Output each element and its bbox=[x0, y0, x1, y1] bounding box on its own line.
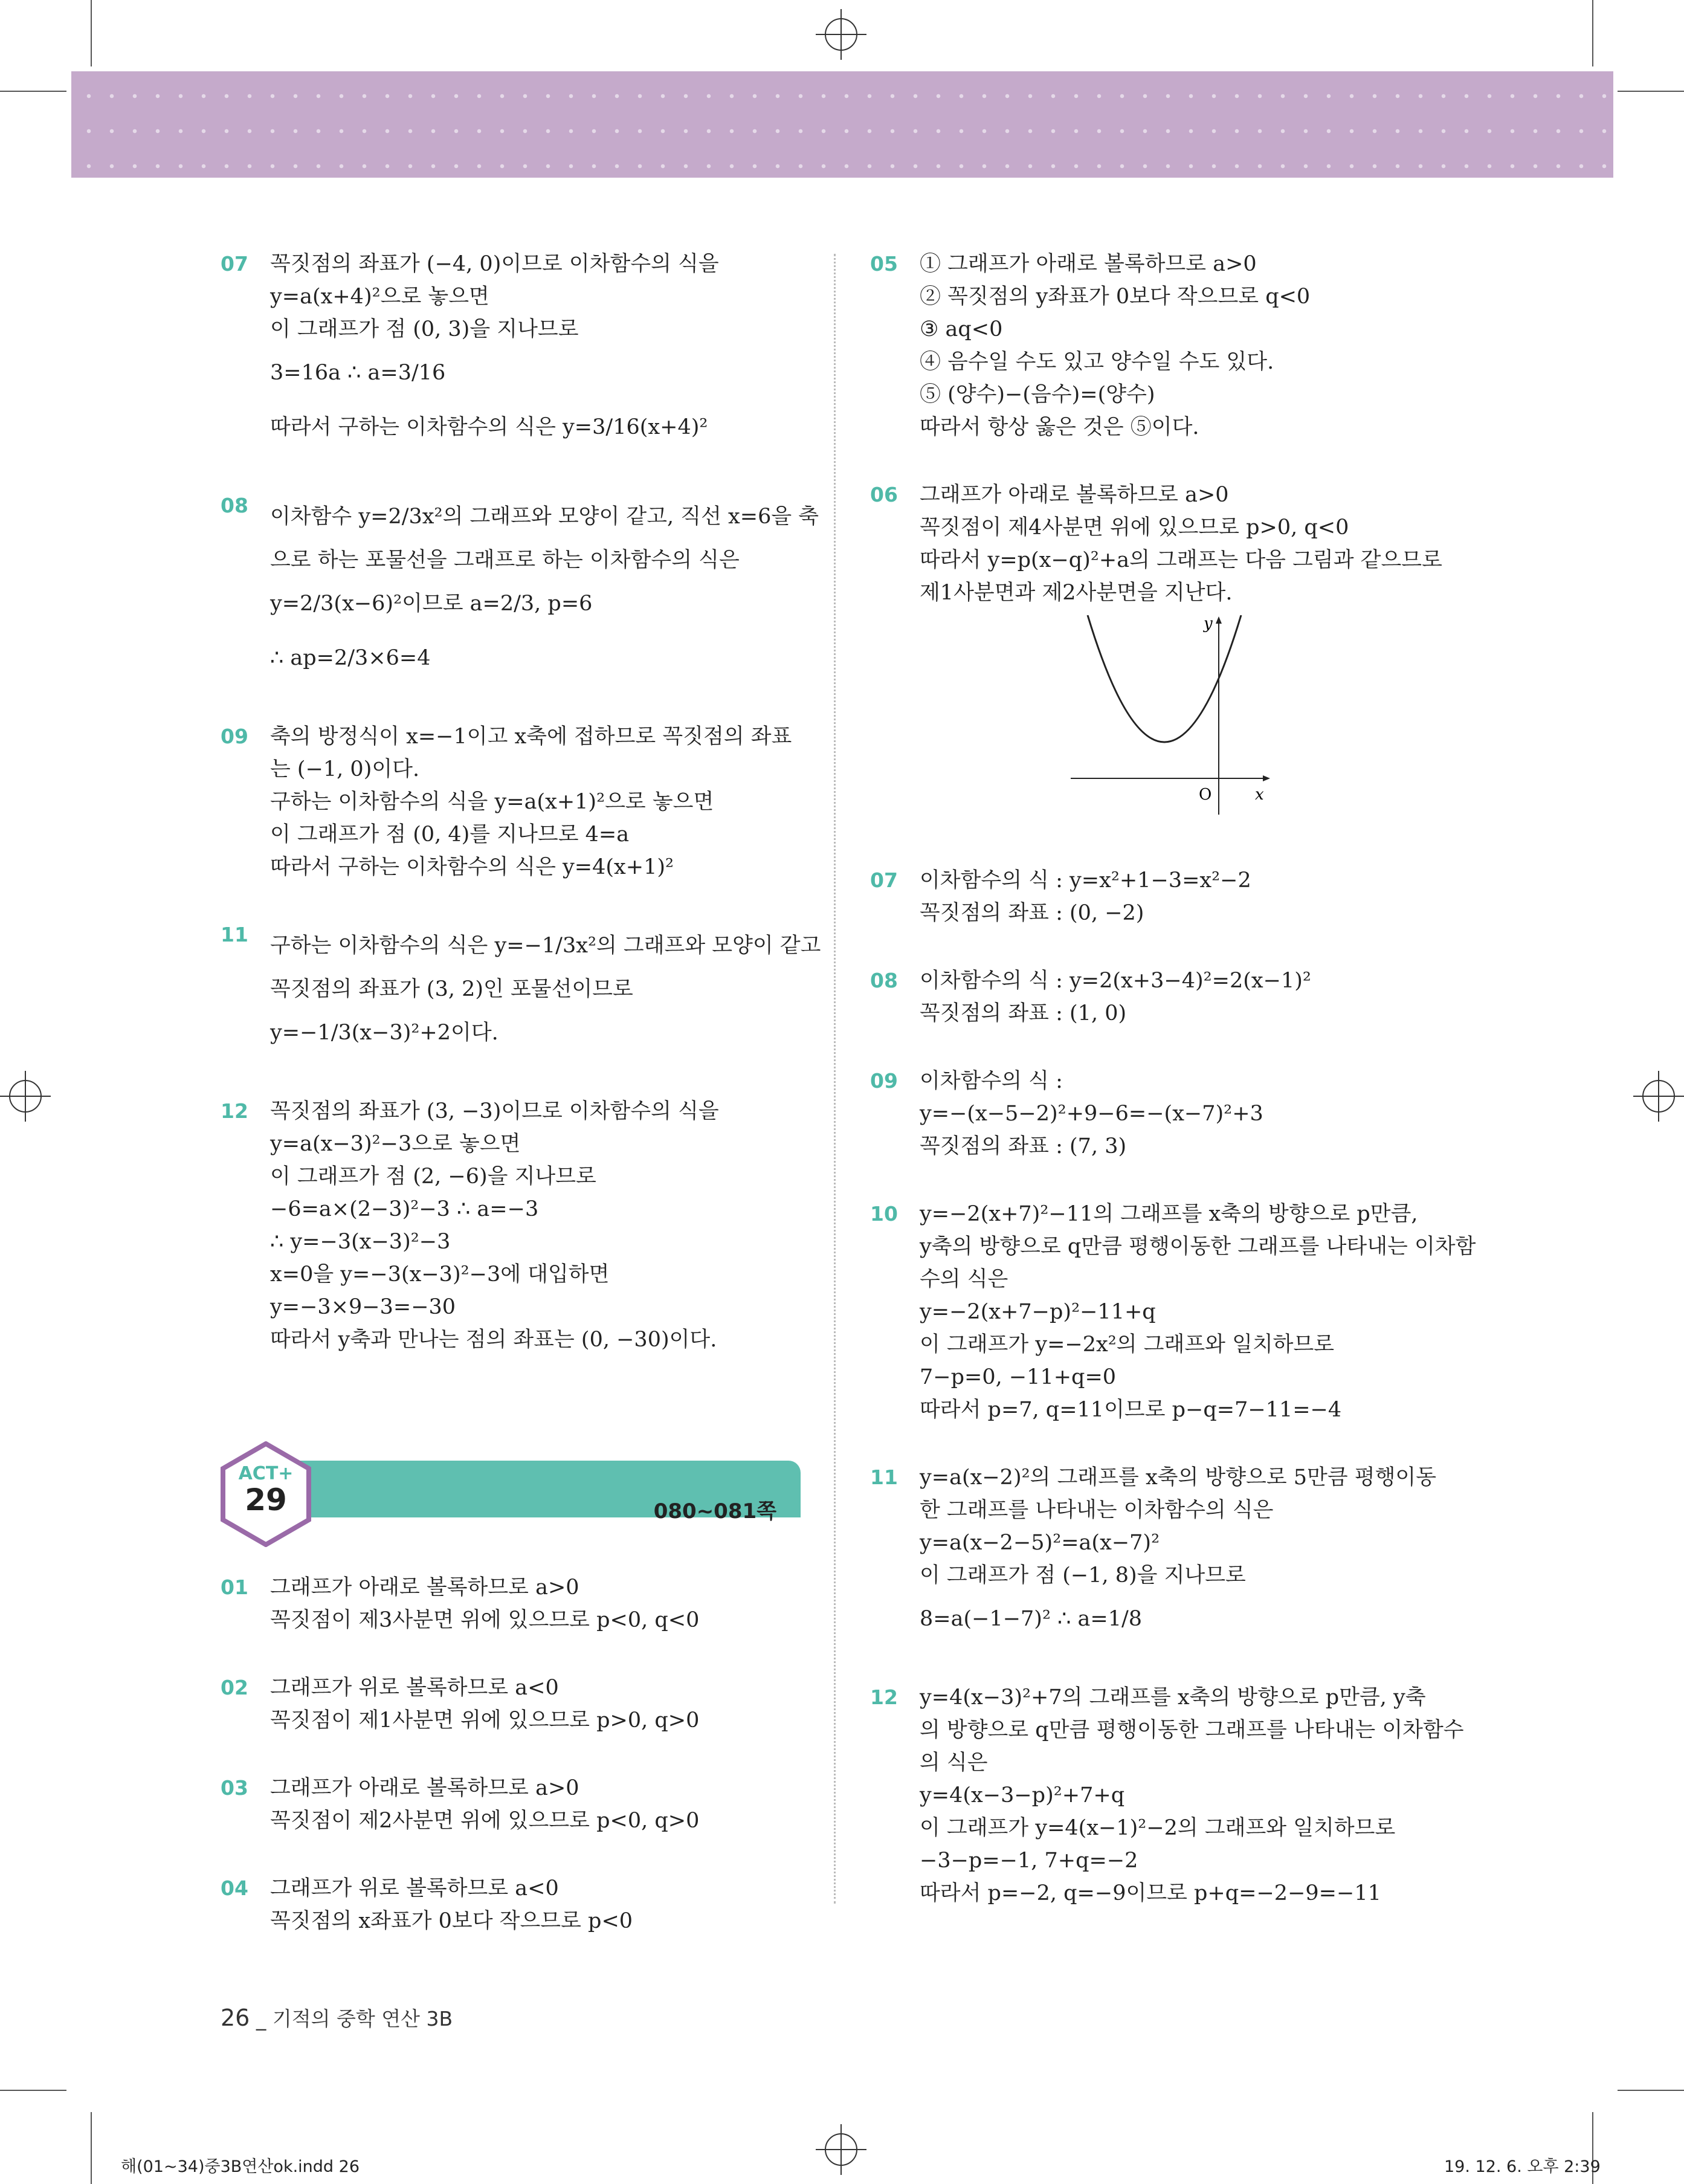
solution-line: 한 그래프를 나타내는 이차함수의 식은 bbox=[920, 1498, 1274, 1522]
solution-line: 그래프가 아래로 볼록하므로 a>0 bbox=[270, 1575, 579, 1600]
crop-mark bbox=[0, 91, 66, 92]
problem-number: 12 bbox=[221, 1099, 248, 1123]
solution-05 bbox=[870, 248, 1450, 444]
solution-line: 축의 방정식이 x=−1이고 x축에 접하므로 꼭짓점의 좌표 bbox=[270, 725, 792, 749]
print-slug-date: 19. 12. 6. 오후 2:39 bbox=[1444, 2157, 1601, 2176]
solution-line: 꼭짓점의 좌표가 (3, 2)인 포물선이므로 bbox=[270, 977, 633, 1001]
crop-mark bbox=[0, 2090, 66, 2091]
act-item-03 bbox=[221, 1772, 801, 1837]
problem-number: 06 bbox=[870, 483, 898, 506]
solution-line: y축의 방향으로 q만큼 평행이동한 그래프를 나타내는 이차함 bbox=[920, 1235, 1476, 1259]
page-footer bbox=[221, 2003, 453, 2032]
act-bar bbox=[281, 1461, 801, 1523]
solution-line: y=a(x+4)²으로 놓으면 bbox=[270, 285, 489, 309]
solution-line: 의 식은 bbox=[920, 1751, 988, 1775]
solution-line: 꼭짓점이 제2사분면 위에 있으므로 p<0, q>0 bbox=[270, 1809, 700, 1833]
solution-line: y=a(x−2−5)²=a(x−7)² bbox=[920, 1531, 1160, 1555]
crop-mark bbox=[1592, 0, 1593, 66]
problem-number: 03 bbox=[221, 1776, 248, 1800]
crop-mark bbox=[1618, 91, 1684, 92]
x-axis-arrow bbox=[1263, 775, 1270, 781]
solution-08 bbox=[221, 489, 819, 685]
solution-line: 꼭짓점의 좌표 : (0, −2) bbox=[920, 901, 1144, 925]
solution-line: 구하는 이차함수의 식은 y=−1/3x²의 그래프와 모양이 같고 bbox=[270, 934, 821, 958]
problem-number: 05 bbox=[870, 252, 898, 276]
solution-line: −6=a×(2−3)²−3 ∴ a=−3 bbox=[270, 1197, 539, 1221]
solution-line: 따라서 p=7, q=11이므로 p−q=7−11=−4 bbox=[920, 1398, 1342, 1422]
registration-mark-icon bbox=[816, 2124, 866, 2175]
solution-line: y=4(x−3)²+7의 그래프를 x축의 방향으로 p만큼, y축 bbox=[920, 1685, 1426, 1710]
book-title: 기적의 중학 연산 3B bbox=[272, 2007, 453, 2031]
parabola-graph bbox=[1071, 615, 1276, 815]
solution-line: 꼭짓점이 제3사분면 위에 있으므로 p<0, q<0 bbox=[270, 1608, 700, 1632]
act-item-01 bbox=[221, 1571, 801, 1636]
solution-line: 그래프가 아래로 볼록하므로 a>0 bbox=[270, 1776, 579, 1800]
solution-line: 꼭짓점이 제4사분면 위에 있으므로 p>0, q<0 bbox=[920, 515, 1349, 540]
solution-line: −3−p=−1, 7+q=−2 bbox=[920, 1849, 1138, 1873]
solution-line: 따라서 p=−2, q=−9이므로 p+q=−2−9=−11 bbox=[920, 1881, 1381, 1905]
solution-12-right bbox=[870, 1681, 1464, 1910]
solution-line: 꼭짓점의 좌표 : (7, 3) bbox=[920, 1134, 1127, 1158]
solution-line: 따라서 y=p(x−q)²+a의 그래프는 다음 그림과 같으므로 bbox=[920, 548, 1442, 572]
crop-mark bbox=[91, 0, 92, 66]
print-slug-file: 해(01~34)중3B연산ok.indd 26 bbox=[121, 2157, 360, 2176]
solution-line: 이 그래프가 y=−2x²의 그래프와 일치하므로 bbox=[920, 1333, 1335, 1357]
problem-number: 01 bbox=[221, 1575, 248, 1599]
solution-line: 따라서 y축과 만나는 점의 좌표는 (0, −30)이다. bbox=[270, 1328, 717, 1352]
solution-line: 이 그래프가 점 (0, 4)를 지나므로 4=a bbox=[270, 822, 630, 847]
solution-line: x=0을 y=−3(x−3)²−3에 대입하면 bbox=[270, 1262, 610, 1287]
solution-line: ∴ ap=2/3×6=4 bbox=[270, 646, 431, 670]
solution-line: 꼭짓점의 좌표 : (1, 0) bbox=[920, 1001, 1127, 1026]
solution-line: 따라서 구하는 이차함수의 식은 y=4(x+1)² bbox=[270, 855, 674, 879]
solution-line: 으로 하는 포물선을 그래프로 하는 이차함수의 식은 bbox=[270, 548, 740, 572]
solution-line: y=a(x−3)²−3으로 놓으면 bbox=[270, 1132, 521, 1156]
solution-line: ④ 음수일 수도 있고 양수일 수도 있다. bbox=[920, 350, 1274, 374]
solution-line: 꼭짓점의 x좌표가 0보다 작으므로 p<0 bbox=[270, 1909, 633, 1933]
solution-line: 구하는 이차함수의 식을 y=a(x+1)²으로 놓으면 bbox=[270, 790, 714, 814]
solution-09-right bbox=[870, 1065, 1450, 1163]
solution-line: 그래프가 아래로 볼록하므로 a>0 bbox=[920, 483, 1229, 507]
solution-line: 이 그래프가 점 (0, 3)을 지나므로 bbox=[270, 317, 579, 341]
solution-line: 그래프가 위로 볼록하므로 a<0 bbox=[270, 1876, 559, 1901]
problem-number: 02 bbox=[221, 1676, 248, 1699]
problem-number: 04 bbox=[221, 1876, 248, 1900]
act-number: 29 bbox=[245, 1482, 287, 1517]
solution-line: ⑤ (양수)−(음수)=(양수) bbox=[920, 383, 1155, 407]
problem-number: 07 bbox=[870, 868, 898, 892]
problem-number: 09 bbox=[870, 1069, 898, 1093]
solution-06 bbox=[870, 479, 1450, 829]
solution-07-right bbox=[870, 864, 1450, 929]
solution-07 bbox=[221, 248, 801, 454]
solution-line: 8=a(−1−7)² ∴ a=1/8 bbox=[920, 1607, 1143, 1631]
solution-line: ① 그래프가 아래로 볼록하므로 a>0 bbox=[920, 252, 1257, 276]
solution-line: 이차함수 y=2/3x²의 그래프와 모양이 같고, 직선 x=6을 축 bbox=[270, 505, 819, 529]
problem-number: 11 bbox=[221, 923, 248, 946]
solution-line: 제1사분면과 제2사분면을 지난다. bbox=[920, 581, 1233, 605]
act-section-header bbox=[221, 1441, 801, 1547]
solution-11 bbox=[221, 919, 821, 1060]
solution-line: 는 (−1, 0)이다. bbox=[270, 757, 420, 781]
solution-line: 그래프가 위로 볼록하므로 a<0 bbox=[270, 1676, 559, 1700]
act-item-02 bbox=[221, 1672, 801, 1737]
solution-line: 꼭짓점이 제1사분면 위에 있으므로 p>0, q>0 bbox=[270, 1708, 700, 1733]
solution-line: 꼭짓점의 좌표가 (3, −3)이므로 이차함수의 식을 bbox=[270, 1099, 719, 1123]
solution-line: ② 꼭짓점의 y좌표가 0보다 작으므로 q<0 bbox=[920, 285, 1311, 309]
solution-line: 이 그래프가 점 (−1, 8)을 지나므로 bbox=[920, 1563, 1246, 1588]
act-items-column bbox=[221, 1571, 801, 1972]
left-column bbox=[221, 248, 821, 1391]
solution-line: 이차함수의 식 : bbox=[920, 1069, 1063, 1093]
column-divider bbox=[834, 254, 836, 1904]
solution-line: y=−1/3(x−3)²+2이다. bbox=[270, 1021, 498, 1045]
y-axis-label: y bbox=[1204, 615, 1213, 633]
problem-number: 11 bbox=[870, 1465, 898, 1489]
solution-line: y=4(x−3−p)²+7+q bbox=[920, 1783, 1125, 1808]
solution-line: 따라서 항상 옳은 것은 ⑤이다. bbox=[920, 415, 1199, 439]
solution-line: 이차함수의 식 : y=x²+1−3=x²−2 bbox=[920, 868, 1251, 893]
registration-mark-icon bbox=[0, 1071, 51, 1122]
solution-line: y=−2(x+7)²−11의 그래프를 x축의 방향으로 p만큼, bbox=[920, 1202, 1418, 1226]
problem-number: 12 bbox=[870, 1685, 898, 1709]
act-label: ACT+ bbox=[238, 1463, 294, 1484]
act-item-04 bbox=[221, 1872, 801, 1937]
solution-line: y=−3×9−3=−30 bbox=[270, 1295, 456, 1319]
page-number: 26 bbox=[221, 2005, 250, 2031]
solution-11-right bbox=[870, 1461, 1450, 1646]
solution-line: 따라서 구하는 이차함수의 식은 y=3/16(x+4)² bbox=[270, 415, 708, 439]
solution-line: 이 그래프가 점 (2, −6)을 지나므로 bbox=[270, 1165, 596, 1189]
y-axis-arrow bbox=[1216, 616, 1222, 624]
footer-separator: _ bbox=[256, 2007, 266, 2031]
header-banner bbox=[71, 71, 1613, 178]
solution-08-right bbox=[870, 964, 1450, 1030]
problem-number: 07 bbox=[221, 252, 248, 276]
solution-09 bbox=[221, 720, 801, 884]
solution-line: ∴ y=−3(x−3)²−3 bbox=[270, 1230, 451, 1254]
registration-mark-icon bbox=[816, 9, 866, 60]
parabola-curve bbox=[1088, 615, 1241, 742]
registration-mark-icon bbox=[1633, 1071, 1684, 1122]
solution-12 bbox=[221, 1095, 801, 1356]
right-column bbox=[870, 248, 1476, 1945]
solution-line: 수의 식은 bbox=[920, 1267, 1008, 1291]
solution-line: ③ aq<0 bbox=[920, 317, 1003, 341]
x-axis-label: x bbox=[1255, 786, 1264, 804]
solution-line: y=−2(x+7−p)²−11+q bbox=[920, 1300, 1156, 1324]
solution-line: y=a(x−2)²의 그래프를 x축의 방향으로 5만큼 평행이동 bbox=[920, 1465, 1437, 1490]
origin-label: O bbox=[1199, 786, 1212, 804]
problem-number: 09 bbox=[221, 725, 248, 748]
solution-line: 이차함수의 식 : y=2(x+3−4)²=2(x−1)² bbox=[920, 969, 1311, 993]
crop-mark bbox=[1618, 2090, 1684, 2091]
solution-line: 3=16a ∴ a=3/16 bbox=[270, 361, 446, 385]
act-page-range: 080~081쪽 bbox=[653, 1499, 776, 1523]
solution-10-right bbox=[870, 1198, 1476, 1426]
crop-mark bbox=[91, 2112, 92, 2184]
solution-line: y=2/3(x−6)²이므로 a=2/3, p=6 bbox=[270, 592, 593, 616]
solution-line: 의 방향으로 q만큼 평행이동한 그래프를 나타내는 이차함수 bbox=[920, 1718, 1464, 1742]
solution-line: 꼭짓점의 좌표가 (−4, 0)이므로 이차함수의 식을 bbox=[270, 252, 719, 276]
solution-line: 이 그래프가 y=4(x−1)²−2의 그래프와 일치하므로 bbox=[920, 1816, 1396, 1840]
problem-number: 08 bbox=[221, 494, 248, 517]
solution-line: 7−p=0, −11+q=0 bbox=[920, 1365, 1117, 1389]
problem-number: 08 bbox=[870, 969, 898, 992]
problem-number: 10 bbox=[870, 1202, 898, 1226]
solution-line: y=−(x−5−2)²+9−6=−(x−7)²+3 bbox=[920, 1102, 1263, 1126]
